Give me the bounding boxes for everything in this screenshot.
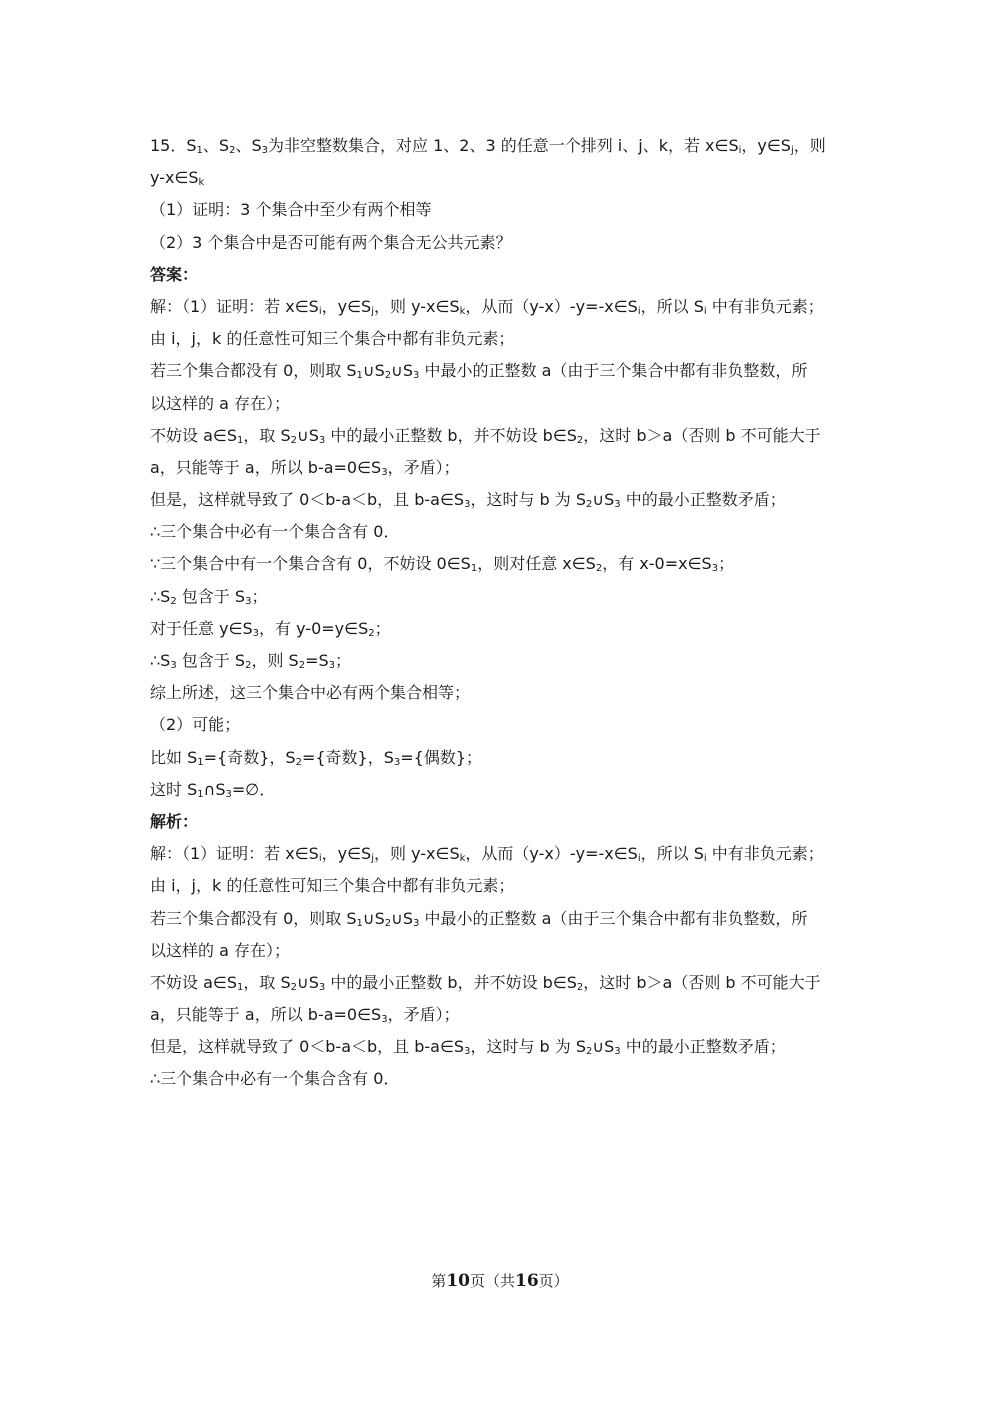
answer-section: [150, 259, 850, 806]
question-line: 15．$S_1$、$S_2$、$S_3$为非空整数集合，对应 1、2、3 的任意一个排列 i、j、k，若 $x\in S_i$，$y\in S_j$，则: [150, 136, 826, 156]
text-line: 对于任意 $y\in S_3$，有 $y-0=y\in S_2$；: [150, 618, 391, 639]
question-line: $y-x\in S_k$: [150, 168, 205, 189]
text-line: 比如 $S_1=${奇数}，$S_2=${奇数}，$S_3=${偶数}；: [150, 747, 483, 768]
text-line: 以这样的 a 存在）；: [150, 393, 290, 413]
text-line: $\therefore S_3$ 包含于 $S_2$，则 $S_2=S_3$；: [150, 651, 352, 671]
footer-middle: 页（共: [469, 1272, 515, 1290]
text-line: 但是，这样就导致了 0＜b-a＜b，且 $b-a\in S_3$，这时与 b 为 $S_2\cup S_3$ 中的最小正整数矛盾；: [150, 490, 786, 511]
text-line: 解：（1）证明：若 $x\in S_i$，$y\in S_j$，则 $y-x\in S_k$，从而$(y-x)-y=-x\in S_i$，所以 $S_i$ 中有非负元素；: [150, 296, 824, 317]
answer-heading: 答案：: [150, 264, 199, 284]
question-section: [150, 130, 850, 259]
text-line: 若三个集合都没有 0，则取 $S_1\cup S_2\cup S_3$ 中最小的正整数 a（由于三个集合中都有非负整数，所: [150, 908, 808, 929]
text-line: 由 i，j，k 的任意性可知三个集合中都有非负元素；: [150, 329, 515, 349]
question-line: （2）3 个集合中是否可能有两个集合无公共元素？: [150, 232, 512, 252]
question-line: （1）证明：3 个集合中至少有两个相等: [150, 200, 432, 220]
text-line: 但是，这样就导致了 0＜b-a＜b，且 $b-a\in S_3$，这时与 b 为 $S_2\cup S_3$ 中的最小正整数矛盾；: [150, 1037, 786, 1058]
text-line: a，只能等于 a，所以 $b-a=0\in S_3$，矛盾）；: [150, 1005, 460, 1026]
text-line: $\therefore S_2$ 包含于 $S_3$；: [150, 586, 268, 607]
footer-total-pages: 16: [515, 1271, 539, 1291]
analysis-lines: [150, 838, 850, 1096]
text-line: 不妨设 $a\in S_1$，取 $S_2\cup S_3$ 中的最小正整数 b，并不妨设 $b\in S_2$，这时 b＞a（否则 b 不可能大于: [150, 425, 821, 446]
text-line: 由 i，j，k 的任意性可知三个集合中都有非负元素；: [150, 876, 515, 896]
answer-lines: [150, 291, 850, 806]
text-line: 综上所述，这三个集合中必有两个集合相等；: [150, 683, 471, 703]
text-line: 解：（1）证明：若 $x\in S_i$，$y\in S_j$，则 $y-x\in S_k$，从而$(y-x)-y=-x\in S_i$，所以 $S_i$ 中有非负元素；: [150, 844, 824, 865]
text-line: ∵三个集合中有一个集合含有 0，不妨设 $0\in S_1$，则对任意 $x\in S_2$，有 $x-0=x\in S_3$；: [150, 554, 735, 575]
analysis-section: [150, 806, 850, 1096]
text-line: 若三个集合都没有 0，则取 $S_1\cup S_2\cup S_3$ 中最小的正整数 a（由于三个集合中都有非负整数，所: [150, 361, 808, 382]
document-body: [150, 130, 850, 1096]
text-line: （2）可能；: [150, 715, 241, 735]
text-line: 不妨设 $a\in S_1$，取 $S_2\cup S_3$ 中的最小正整数 b，并不妨设 $b\in S_2$，这时 b＞a（否则 b 不可能大于: [150, 972, 821, 993]
text-line: a，只能等于 a，所以 $b-a=0\in S_3$，矛盾）；: [150, 457, 460, 478]
analysis-heading: 解析：: [150, 811, 199, 831]
text-line: 以这样的 a 存在）；: [150, 940, 290, 960]
footer-suffix: 页）: [538, 1272, 569, 1290]
text-line: ∴三个集合中必有一个集合含有 0．: [150, 522, 400, 542]
footer-page-number: 10: [446, 1271, 470, 1291]
page-footer: [0, 1270, 1000, 1291]
text-line: ∴三个集合中必有一个集合含有 0．: [150, 1069, 400, 1089]
text-line: 这时 $S_1\cap S_3=\emptyset$．: [150, 779, 276, 800]
footer-prefix: 第: [431, 1272, 447, 1290]
